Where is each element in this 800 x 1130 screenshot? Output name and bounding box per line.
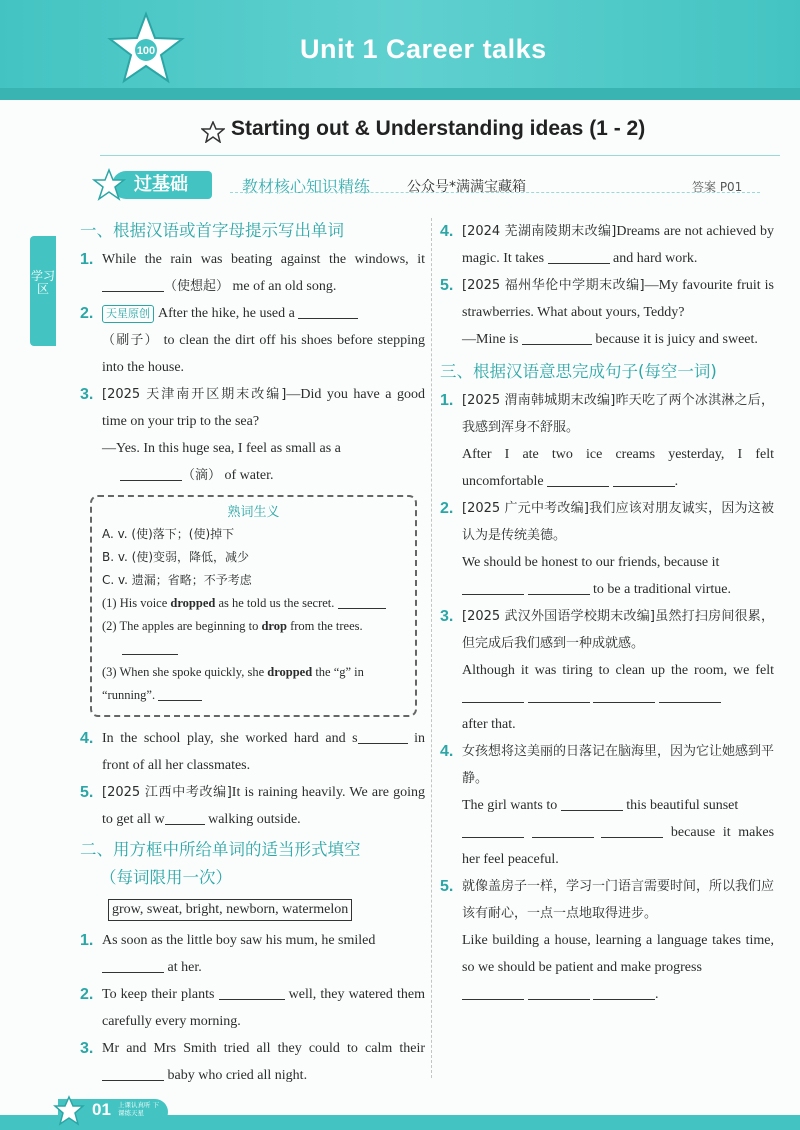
answer-blank[interactable] bbox=[165, 811, 205, 825]
answer-blank[interactable] bbox=[548, 250, 610, 264]
svg-text:100: 100 bbox=[136, 45, 156, 57]
answer-blank[interactable] bbox=[358, 730, 408, 744]
question-item: 3. [2025 武汉外国语学校期末改编]虽然打扫房间很累，但完成后我们感到一种成就感。 Although it was tiring to clean up the room, we felt after that. bbox=[440, 608, 774, 732]
basics-dashed-rule bbox=[230, 192, 760, 193]
section-title: Starting out & Understanding ideas (1 - 2) bbox=[231, 117, 646, 140]
question-item: 5. [2025 福州华伦中学期末改编]—My favourite fruit is strawberries. What about yours, Teddy? —Mine is because it is juicy and sweet. bbox=[440, 277, 774, 347]
question-item: 3. Mr and Mrs Smith tried all they could to calm their baby who cried all night. bbox=[80, 1040, 425, 1083]
answer-blank[interactable] bbox=[593, 689, 655, 703]
answer-blank[interactable] bbox=[158, 687, 202, 701]
answer-blank[interactable] bbox=[338, 595, 386, 609]
answer-blank[interactable] bbox=[102, 1067, 164, 1081]
question-item: 2. [2025 广元中考改编]我们应该对朋友诚实，因为这被认为是传统美德。 We should be honest to our friends, because it to be a traditional virtue. bbox=[440, 500, 774, 597]
source-tag: [2025 天津南开区期末改编] bbox=[102, 387, 287, 402]
vocab-title: 熟词生义 bbox=[227, 505, 280, 520]
answer-blank[interactable] bbox=[102, 278, 164, 292]
question-item: 2. To keep their plants well, they watered them carefully every morning. bbox=[80, 986, 425, 1029]
answer-blank[interactable] bbox=[593, 986, 655, 1000]
basics-bar bbox=[92, 168, 772, 202]
answer-blank[interactable] bbox=[522, 331, 592, 345]
answer-blank[interactable] bbox=[547, 473, 609, 487]
question-item: 4. 女孩想将这美丽的日落记在脑海里，因为它让她感到平静。 The girl wants to this beautiful sunset because it makes her feel peaceful. bbox=[440, 743, 775, 867]
question-item: 5. [2025 江西中考改编]It is raining heavily. We are going to get all w walking outside. bbox=[80, 784, 425, 827]
question-item: 3. [2025 天津南开区期末改编]—Did you have a good time on your trip to the sea? —Yes. In this huge sea, I feel as small as a （滴） of water. bbox=[80, 386, 425, 483]
answer-blank[interactable] bbox=[462, 689, 524, 703]
answer-blank[interactable] bbox=[462, 986, 524, 1000]
vocab-example: (2) The apples are beginning to drop from the trees. bbox=[102, 615, 405, 661]
answer-blank[interactable] bbox=[219, 986, 285, 1000]
footer-tagline: 上课认真听 下课练天星 bbox=[118, 1101, 160, 1117]
answer-blank[interactable] bbox=[462, 581, 524, 595]
question-item: 4. In the school play, she worked hard and s in front of all her classmates. bbox=[80, 730, 425, 773]
source-tag: [2025 武汉外国语学校期末改编] bbox=[462, 609, 655, 624]
question-item: 5. 就像盖房子一样，学习一门语言需要时间，所以我们应该有耐心，一点一点地取得进步。 Like building a house, learning a language takes time, so we should be patient and make progress . bbox=[440, 878, 775, 1002]
original-badge: 天星原创 bbox=[102, 305, 154, 323]
part3-heading: 三、根据汉语意思完成句子(每空一词) bbox=[440, 362, 717, 381]
answer-blank[interactable] bbox=[528, 986, 590, 1000]
answer-blank[interactable] bbox=[532, 824, 594, 838]
answer-blank[interactable] bbox=[462, 824, 524, 838]
basics-label: 过基础 bbox=[112, 171, 212, 199]
answer-reference: 答案 P01 bbox=[692, 180, 743, 194]
side-tab: 学习区 bbox=[30, 236, 56, 346]
answer-blank[interactable] bbox=[122, 641, 178, 655]
column-divider bbox=[431, 218, 432, 1078]
source-tag: [2025 福州华伦中学期末改编] bbox=[462, 278, 645, 293]
mascot-icon bbox=[92, 168, 126, 202]
answer-blank[interactable] bbox=[102, 959, 164, 973]
source-tag: [2025 江西中考改编] bbox=[102, 785, 232, 800]
part2-subheading: （每词限用一次） bbox=[100, 868, 232, 887]
question-item: 1. [2025 渭南韩城期末改编]昨天吃了两个冰淇淋之后，我感到浑身不舒服。 After I ate two ice creams yesterday, I felt uncomfortable . bbox=[440, 392, 774, 489]
part2-heading: 二、用方框中所给单词的适当形式填空 bbox=[80, 840, 361, 859]
unit-title: Unit 1 Career talks bbox=[300, 34, 547, 64]
answer-blank[interactable] bbox=[601, 824, 663, 838]
left-column bbox=[80, 218, 425, 1089]
star-icon bbox=[201, 121, 225, 143]
unit-header bbox=[0, 0, 800, 100]
vocab-sense: A. v. (使)落下；(使)掉下 bbox=[102, 527, 235, 541]
question-item: 1. While the rain was beating against the windows, it （使想起） me of an old song. bbox=[80, 251, 425, 294]
star-mascot-logo bbox=[104, 8, 188, 90]
answer-blank[interactable] bbox=[298, 305, 358, 319]
section-rule bbox=[100, 155, 780, 156]
vocab-sense: B. v. (使)变弱，降低，减少 bbox=[102, 550, 250, 564]
answer-blank[interactable] bbox=[528, 689, 590, 703]
vocab-box bbox=[90, 495, 417, 717]
page-number: 01 bbox=[92, 1100, 111, 1119]
answer-blank[interactable] bbox=[528, 581, 590, 595]
part1-heading: 一、根据汉语或首字母提示写出单词 bbox=[80, 221, 344, 240]
vocab-example: (3) When she spoke quickly, she dropped the “g” in “running”. bbox=[102, 665, 364, 702]
source-tag: [2024 芜湖南陵期末改编] bbox=[462, 224, 617, 239]
word-box: grow, sweat, bright, newborn, watermelon bbox=[108, 899, 352, 921]
wechat-note: 公众号*满满宝藏箱 bbox=[407, 179, 526, 195]
page-footer bbox=[0, 1095, 800, 1130]
mascot-icon bbox=[52, 1095, 86, 1127]
source-tag: [2025 广元中考改编] bbox=[462, 501, 589, 516]
vocab-example: (1) His voice dropped as he told us the secret. bbox=[102, 592, 405, 615]
answer-blank[interactable] bbox=[120, 467, 182, 481]
question-item: 4. [2024 芜湖南陵期末改编]Dreams are not achieved by magic. It takes and hard work. bbox=[440, 223, 774, 266]
section-bar bbox=[195, 115, 760, 155]
source-tag: [2025 渭南韩城期末改编] bbox=[462, 393, 616, 408]
question-item: 2. 天星原创 After the hike, he used a （刷子） to clean the dirt off his shoes before stepping into the house. bbox=[80, 305, 425, 375]
answer-blank[interactable] bbox=[613, 473, 675, 487]
right-column bbox=[440, 218, 774, 1008]
vocab-sense: C. v. 遗漏；省略；不予考虑 bbox=[102, 573, 252, 587]
answer-blank[interactable] bbox=[561, 797, 623, 811]
question-item: 1. As soon as the little boy saw his mum, he smiled at her. bbox=[80, 932, 376, 975]
basics-subtitle: 教材核心知识精练 bbox=[242, 177, 371, 196]
answer-blank[interactable] bbox=[659, 689, 721, 703]
